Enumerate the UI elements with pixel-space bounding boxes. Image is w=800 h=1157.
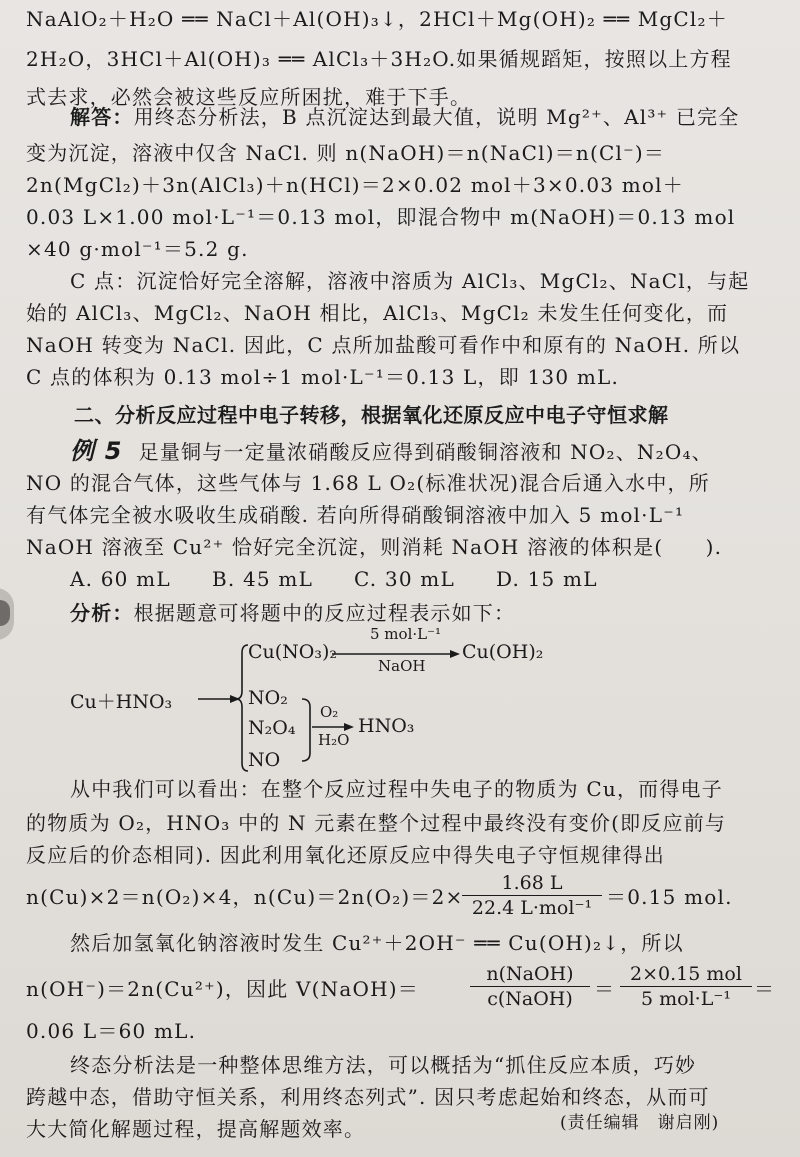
text-line: 2n(MgCl₂)＋3n(AlCl₃)＋n(HCl)＝2×0.02 mol＋3×0.03 mol＋	[26, 173, 684, 197]
text-line: NaOH 转变为 NaCl. 因此，C 点所加盐酸可看作中和原有的 NaOH. 所以	[26, 333, 741, 357]
fraction-denominator: 5 mol·L⁻¹	[641, 988, 731, 1010]
text-line: 用终态分析法，B 点沉淀达到最大值，说明 Mg²⁺、Al³⁺ 已完全	[133, 105, 740, 129]
option-a: A. 60 mL	[70, 567, 171, 591]
text-line: 式去求，必然会被这些反应所困扰，难于下手。	[26, 85, 472, 109]
answer-options	[70, 566, 774, 592]
text-line: n(Cu)×2＝n(O₂)×4，n(Cu)＝2n(O₂)＝2×	[26, 885, 464, 909]
option-b: B. 45 mL	[212, 567, 314, 591]
text-line: 足量铜与一定量浓硝酸反应得到硝酸铜溶液和 NO₂、N₂O₄、	[138, 440, 713, 464]
reaction-scheme	[70, 625, 544, 775]
text-line: 始的 AlCl₃、MgCl₂、NaOH 相比，AlCl₃、MgCl₂ 未发生任何变化，而	[26, 301, 729, 325]
analysis-label: 分析：	[70, 601, 134, 625]
scheme-no2: NO₂	[248, 687, 288, 709]
text-line: 跨越中态，借助守恒关系，利用终态列式”. 因只考虑起始和终态，从而可	[26, 1085, 710, 1109]
option-d: D. 15 mL	[496, 567, 598, 591]
text-line: 的物质为 O₂，HNO₃ 中的 N 元素在整个过程中最终没有变价(即反应前与	[26, 811, 727, 835]
scheme-o2: O₂	[320, 703, 339, 721]
answer-label: 解答：	[70, 105, 134, 129]
text-line: ×40 g·mol⁻¹＝5.2 g.	[26, 237, 249, 261]
fraction-numerator: 1.68 L	[501, 872, 563, 894]
text-line: NaOH 溶液至 Cu²⁺ 恰好完全沉淀，则消耗 NaOH 溶液的体积是( ).	[26, 535, 723, 559]
text-line: NO 的混合气体，这些气体与 1.68 L O₂(标准状况)混合后通入水中，所	[26, 471, 710, 495]
text-line: 根据题意可将题中的反应过程表示如下：	[133, 601, 516, 625]
text-line: 从中我们可以看出：在整个反应过程中失电子的物质为 Cu，而得电子	[70, 777, 723, 801]
fraction-bar	[462, 895, 602, 896]
text-line: 有气体完全被水吸收生成硝酸. 若向所得硝酸铜溶液中加入 5 mol·L⁻¹	[26, 503, 685, 527]
fraction-denominator: c(NaOH)	[487, 988, 573, 1010]
fraction-numerator: n(NaOH)	[486, 963, 574, 985]
text-line: 0.03 L×1.00 mol·L⁻¹＝0.13 mol，即混合物中 m(NaOH)＝0.13 mol	[26, 205, 736, 229]
text-line: C 点：沉淀恰好完全溶解，溶液中溶质为 AlCl₃、MgCl₂、NaCl，与起	[70, 269, 750, 293]
text-line: 变为沉淀，溶液中仅含 NaCl. 则 n(NaOH)＝n(NaCl)＝n(Cl⁻)＝	[26, 141, 666, 165]
example-label: 例 5	[70, 437, 123, 465]
text-line: C 点的体积为 0.13 mol÷1 mol·L⁻¹＝0.13 L，即 130 mL.	[26, 365, 620, 389]
scheme-no: NO	[248, 749, 281, 771]
fraction-oxygen	[462, 872, 602, 919]
fraction-result	[620, 963, 752, 1010]
scheme-n2o4: N₂O₄	[248, 717, 296, 739]
equals-sign: ＝	[594, 977, 616, 1001]
scheme-reagent-bottom: NaOH	[378, 657, 426, 675]
text-line: ＝0.15 mol.	[606, 885, 733, 909]
example-paragraph	[70, 438, 774, 465]
text-line: NaAlO₂＋H₂O ══ NaCl＋Al(OH)₃↓，2HCl＋Mg(OH)₂ ══ MgCl₂＋	[26, 7, 728, 31]
text-line: 终态分析法是一种整体思维方法，可以概括为“抓住反应本质，巧妙	[70, 1053, 697, 1077]
fraction-bar	[470, 986, 590, 987]
text-line: n(OH⁻)＝2n(Cu²⁺)，因此 V(NaOH)＝	[26, 977, 419, 1001]
text-line: 大大简化解题过程，提高解题效率。	[26, 1117, 366, 1141]
text-line: 2H₂O，3HCl＋Al(OH)₃ ══ AlCl₃＋3H₂O.如果循规蹈矩，按照以上方程	[26, 47, 732, 71]
answer-paragraph	[70, 104, 774, 130]
fraction-bar	[620, 986, 752, 987]
editor-credit: (责任编辑 谢启刚)	[560, 1113, 720, 1133]
scheme-copper-hydroxide: Cu(OH)₂	[462, 641, 544, 663]
scheme-nitric-acid: HNO₃	[358, 715, 415, 737]
text-line: 0.06 L＝60 mL.	[26, 1019, 197, 1043]
fraction-volume	[470, 963, 590, 1010]
option-c: C. 30 mL	[354, 567, 455, 591]
scheme-reactant: Cu＋HNO₃	[70, 691, 173, 713]
fraction-denominator: 22.4 L·mol⁻¹	[471, 897, 593, 919]
text-line: 然后加氢氧化钠溶液时发生 Cu²⁺＋2OH⁻ ══ Cu(OH)₂↓，所以	[70, 931, 684, 955]
scheme-h2o: H₂O	[318, 731, 350, 749]
scheme-copper-nitrate: Cu(NO₃)₂	[248, 641, 338, 663]
fraction-numerator: 2×0.15 mol	[630, 963, 742, 985]
scheme-reagent-top: 5 mol·L⁻¹	[370, 625, 442, 643]
section-heading: 二、分析反应过程中电子转移，根据氧化还原反应中电子守恒求解	[74, 403, 669, 427]
text-line: 反应后的价态相同). 因此利用氧化还原反应中得失电子守恒规律得出	[26, 843, 665, 867]
analysis-paragraph	[70, 600, 774, 626]
equals-sign: ＝	[754, 977, 776, 1001]
